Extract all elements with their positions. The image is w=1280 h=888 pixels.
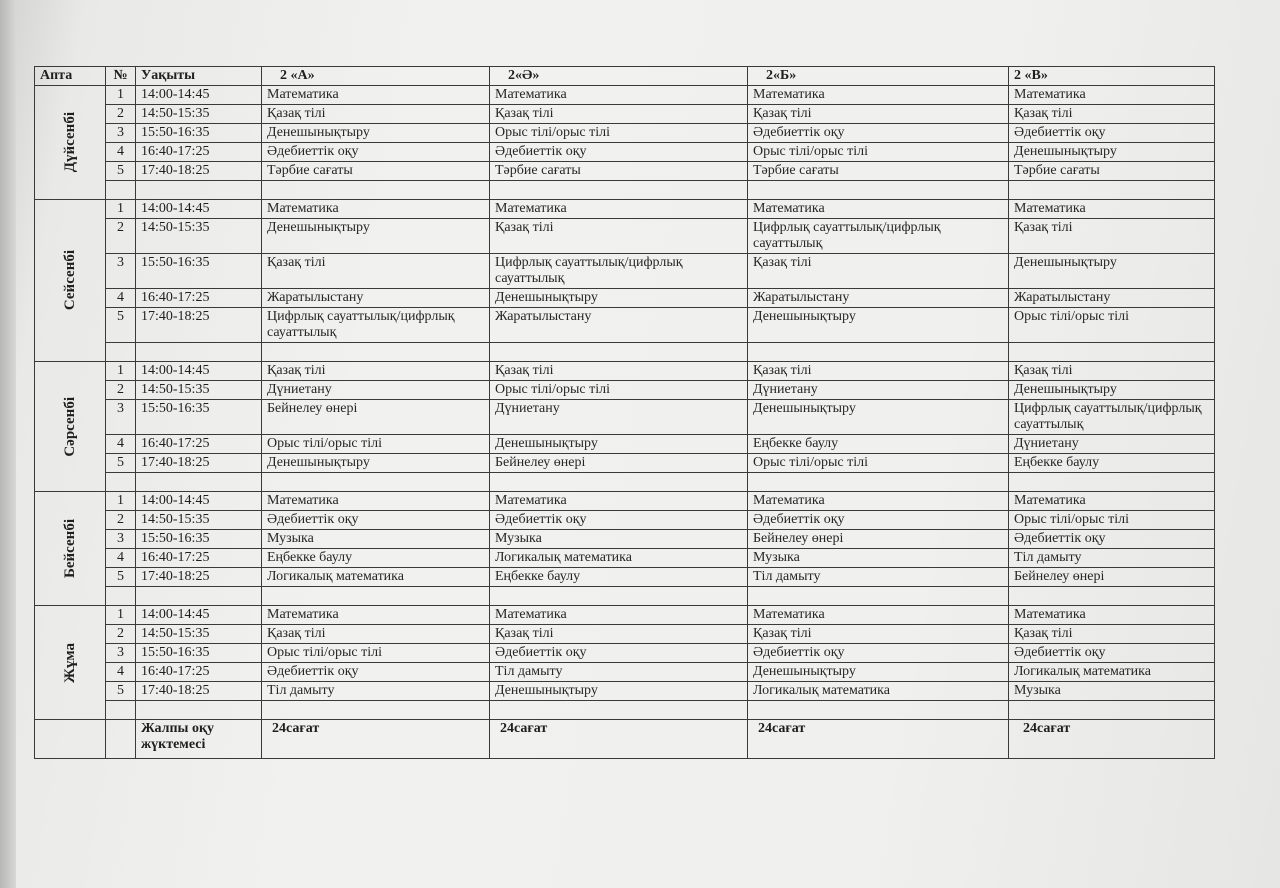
day-label: Бейсенбі: [62, 518, 78, 579]
lesson-row: [35, 663, 1215, 682]
subject-cell-2ae: Қазақ тілі: [490, 625, 748, 644]
empty-cell: [106, 473, 136, 492]
lesson-number: 1: [106, 86, 136, 105]
subject-cell-2v: Қазақ тілі: [1009, 362, 1215, 381]
empty-cell: [1009, 181, 1215, 200]
spacer-row: [35, 473, 1215, 492]
subject-cell-2b: Әдебиеттік оқу: [748, 644, 1009, 663]
lesson-number: 2: [106, 219, 136, 254]
header-row: [35, 67, 1215, 86]
subject-cell-2b: Орыс тілі/орыс тілі: [748, 454, 1009, 473]
subject-cell-2a: Математика: [262, 200, 490, 219]
subject-cell-2ae: Орыс тілі/орыс тілі: [490, 381, 748, 400]
empty-cell: [262, 701, 490, 720]
lesson-row: [35, 254, 1215, 289]
subject-cell-2v: Әдебиеттік оқу: [1009, 124, 1215, 143]
subject-cell-2ae: Дүниетану: [490, 400, 748, 435]
lesson-row: [35, 219, 1215, 254]
subject-cell-2ae: Әдебиеттік оқу: [490, 644, 748, 663]
subject-cell-2ae: Әдебиеттік оқу: [490, 511, 748, 530]
empty-cell: [106, 343, 136, 362]
lesson-number: 5: [106, 568, 136, 587]
empty-cell: [490, 473, 748, 492]
total-hours-2a: 24сағат: [262, 720, 490, 759]
header-class-2ae: 2«Ә»: [490, 67, 748, 86]
subject-cell-2a: Дүниетану: [262, 381, 490, 400]
lesson-row: [35, 682, 1215, 701]
subject-cell-2ae: Қазақ тілі: [490, 362, 748, 381]
spacer-row: [35, 587, 1215, 606]
lesson-number: 1: [106, 200, 136, 219]
spacer-row: [35, 343, 1215, 362]
subject-cell-2b: Математика: [748, 606, 1009, 625]
lesson-row: [35, 625, 1215, 644]
total-hours-2ae: 24сағат: [490, 720, 748, 759]
subject-cell-2b: Математика: [748, 86, 1009, 105]
empty-cell: [748, 181, 1009, 200]
subject-cell-2v: Цифрлық сауаттылық/цифрлық сауаттылық: [1009, 400, 1215, 435]
header-class-2v: 2 «В»: [1009, 67, 1215, 86]
subject-cell-2ae: Еңбекке баулу: [490, 568, 748, 587]
subject-cell-2b: Әдебиеттік оқу: [748, 511, 1009, 530]
lesson-number: 2: [106, 625, 136, 644]
subject-cell-2v: Қазақ тілі: [1009, 625, 1215, 644]
subject-cell-2a: Тәрбие сағаты: [262, 162, 490, 181]
lesson-row: [35, 143, 1215, 162]
day-label: Дүйсенбі: [62, 112, 78, 173]
subject-cell-2a: Қазақ тілі: [262, 362, 490, 381]
subject-cell-2ae: Денешынықтыру: [490, 289, 748, 308]
lesson-row: [35, 549, 1215, 568]
lesson-row: [35, 511, 1215, 530]
subject-cell-2a: Қазақ тілі: [262, 254, 490, 289]
lesson-number: 2: [106, 105, 136, 124]
subject-cell-2v: Логикалық математика: [1009, 663, 1215, 682]
subject-cell-2b: Бейнелеу өнері: [748, 530, 1009, 549]
lesson-number: 3: [106, 400, 136, 435]
subject-cell-2ae: Логикалық математика: [490, 549, 748, 568]
lesson-time: 16:40-17:25: [136, 289, 262, 308]
subject-cell-2v: Қазақ тілі: [1009, 105, 1215, 124]
total-hours-2v: 24сағат: [1009, 720, 1215, 759]
empty-cell: [35, 720, 106, 759]
subject-cell-2v: Әдебиеттік оқу: [1009, 644, 1215, 663]
lesson-time: 15:50-16:35: [136, 124, 262, 143]
subject-cell-2b: Дүниетану: [748, 381, 1009, 400]
lesson-time: 17:40-18:25: [136, 568, 262, 587]
subject-cell-2a: Әдебиеттік оқу: [262, 511, 490, 530]
lesson-number: 3: [106, 254, 136, 289]
subject-cell-2ae: Тәрбие сағаты: [490, 162, 748, 181]
subject-cell-2a: Қазақ тілі: [262, 625, 490, 644]
day-cell-thursday: [35, 492, 106, 606]
lesson-time: 14:50-15:35: [136, 625, 262, 644]
subject-cell-2ae: Математика: [490, 492, 748, 511]
empty-cell: [106, 701, 136, 720]
lesson-time: 14:00-14:45: [136, 606, 262, 625]
total-label: Жалпы оқу жүктемесі: [136, 720, 262, 759]
subject-cell-2ae: Бейнелеу өнері: [490, 454, 748, 473]
schedule-body: [35, 86, 1215, 759]
empty-cell: [490, 343, 748, 362]
day-label: Сәрсенбі: [62, 396, 78, 457]
empty-cell: [748, 701, 1009, 720]
empty-cell: [490, 587, 748, 606]
header-week: Апта: [35, 67, 106, 86]
lesson-row: [35, 124, 1215, 143]
subject-cell-2ae: Музыка: [490, 530, 748, 549]
subject-cell-2ae: Математика: [490, 86, 748, 105]
subject-cell-2v: Тәрбие сағаты: [1009, 162, 1215, 181]
lesson-row: [35, 289, 1215, 308]
subject-cell-2v: Орыс тілі/орыс тілі: [1009, 308, 1215, 343]
lesson-time: 15:50-16:35: [136, 644, 262, 663]
lesson-time: 15:50-16:35: [136, 254, 262, 289]
lesson-row: [35, 492, 1215, 511]
subject-cell-2b: Жаратылыстану: [748, 289, 1009, 308]
lesson-number: 1: [106, 606, 136, 625]
lesson-time: 17:40-18:25: [136, 682, 262, 701]
subject-cell-2a: Математика: [262, 86, 490, 105]
lesson-number: 4: [106, 289, 136, 308]
subject-cell-2b: Музыка: [748, 549, 1009, 568]
subject-cell-2v: Математика: [1009, 200, 1215, 219]
subject-cell-2ae: Қазақ тілі: [490, 105, 748, 124]
lesson-time: 15:50-16:35: [136, 530, 262, 549]
day-cell-wednesday: [35, 362, 106, 492]
subject-cell-2a: Жаратылыстану: [262, 289, 490, 308]
header-time: Уақыты: [136, 67, 262, 86]
lesson-number: 1: [106, 492, 136, 511]
schedule-table: [34, 66, 1215, 759]
empty-cell: [136, 587, 262, 606]
subject-cell-2v: Денешынықтыру: [1009, 143, 1215, 162]
empty-cell: [136, 473, 262, 492]
header-number: №: [106, 67, 136, 86]
subject-cell-2ae: Тіл дамыту: [490, 663, 748, 682]
lesson-number: 5: [106, 308, 136, 343]
subject-cell-2v: Бейнелеу өнері: [1009, 568, 1215, 587]
subject-cell-2v: Математика: [1009, 606, 1215, 625]
subject-cell-2v: Денешынықтыру: [1009, 381, 1215, 400]
subject-cell-2b: Орыс тілі/орыс тілі: [748, 143, 1009, 162]
day-label: Сейсенбі: [62, 250, 78, 311]
lesson-number: 4: [106, 435, 136, 454]
subject-cell-2b: Қазақ тілі: [748, 254, 1009, 289]
spacer-row: [35, 181, 1215, 200]
lesson-number: 5: [106, 454, 136, 473]
empty-cell: [1009, 343, 1215, 362]
subject-cell-2a: Денешынықтыру: [262, 454, 490, 473]
lesson-number: 5: [106, 162, 136, 181]
subject-cell-2a: Орыс тілі/орыс тілі: [262, 435, 490, 454]
lesson-number: 2: [106, 381, 136, 400]
subject-cell-2v: Математика: [1009, 86, 1215, 105]
day-label: Жұма: [62, 642, 78, 683]
lesson-number: 3: [106, 124, 136, 143]
header-class-2a: 2 «А»: [262, 67, 490, 86]
total-hours-2b: 24сағат: [748, 720, 1009, 759]
lesson-time: 14:00-14:45: [136, 86, 262, 105]
subject-cell-2b: Денешынықтыру: [748, 663, 1009, 682]
subject-cell-2b: Денешынықтыру: [748, 400, 1009, 435]
lesson-row: [35, 381, 1215, 400]
empty-cell: [748, 587, 1009, 606]
empty-cell: [136, 701, 262, 720]
subject-cell-2a: Орыс тілі/орыс тілі: [262, 644, 490, 663]
subject-cell-2ae: Орыс тілі/орыс тілі: [490, 124, 748, 143]
lesson-time: 17:40-18:25: [136, 308, 262, 343]
lesson-time: 14:50-15:35: [136, 511, 262, 530]
subject-cell-2b: Логикалық математика: [748, 682, 1009, 701]
subject-cell-2b: Әдебиеттік оқу: [748, 124, 1009, 143]
lesson-time: 14:00-14:45: [136, 200, 262, 219]
subject-cell-2v: Денешынықтыру: [1009, 254, 1215, 289]
subject-cell-2b: Тіл дамыту: [748, 568, 1009, 587]
subject-cell-2v: Жаратылыстану: [1009, 289, 1215, 308]
subject-cell-2v: Әдебиеттік оқу: [1009, 530, 1215, 549]
empty-cell: [262, 587, 490, 606]
subject-cell-2v: Еңбекке баулу: [1009, 454, 1215, 473]
lesson-time: 16:40-17:25: [136, 143, 262, 162]
lesson-row: [35, 308, 1215, 343]
subject-cell-2a: Математика: [262, 492, 490, 511]
subject-cell-2a: Тіл дамыту: [262, 682, 490, 701]
subject-cell-2b: Қазақ тілі: [748, 105, 1009, 124]
lesson-row: [35, 454, 1215, 473]
lesson-number: 3: [106, 644, 136, 663]
empty-cell: [136, 343, 262, 362]
paper-edge: [0, 0, 16, 888]
subject-cell-2b: Цифрлық сауаттылық/цифрлық сауаттылық: [748, 219, 1009, 254]
lesson-number: 2: [106, 511, 136, 530]
lesson-time: 17:40-18:25: [136, 454, 262, 473]
lesson-row: [35, 435, 1215, 454]
lesson-row: [35, 362, 1215, 381]
subject-cell-2b: Қазақ тілі: [748, 362, 1009, 381]
subject-cell-2a: Цифрлық сауаттылық/цифрлық сауаттылық: [262, 308, 490, 343]
lesson-row: [35, 644, 1215, 663]
lesson-time: 14:00-14:45: [136, 362, 262, 381]
lesson-row: [35, 200, 1215, 219]
subject-cell-2v: Дүниетану: [1009, 435, 1215, 454]
subject-cell-2v: Тіл дамыту: [1009, 549, 1215, 568]
lesson-number: 3: [106, 530, 136, 549]
empty-cell: [1009, 473, 1215, 492]
subject-cell-2v: Музыка: [1009, 682, 1215, 701]
lesson-time: 16:40-17:25: [136, 549, 262, 568]
subject-cell-2a: Музыка: [262, 530, 490, 549]
day-cell-tuesday: [35, 200, 106, 362]
subject-cell-2a: Логикалық математика: [262, 568, 490, 587]
subject-cell-2ae: Қазақ тілі: [490, 219, 748, 254]
subject-cell-2a: Денешынықтыру: [262, 219, 490, 254]
header-class-2b: 2«Б»: [748, 67, 1009, 86]
empty-cell: [490, 701, 748, 720]
subject-cell-2b: Тәрбие сағаты: [748, 162, 1009, 181]
subject-cell-2b: Денешынықтыру: [748, 308, 1009, 343]
subject-cell-2a: Әдебиеттік оқу: [262, 663, 490, 682]
empty-cell: [1009, 701, 1215, 720]
subject-cell-2b: Математика: [748, 492, 1009, 511]
subject-cell-2ae: Математика: [490, 606, 748, 625]
subject-cell-2a: Еңбекке баулу: [262, 549, 490, 568]
lesson-row: [35, 105, 1215, 124]
empty-cell: [106, 587, 136, 606]
subject-cell-2ae: Математика: [490, 200, 748, 219]
empty-cell: [106, 720, 136, 759]
lesson-row: [35, 530, 1215, 549]
subject-cell-2a: Денешынықтыру: [262, 124, 490, 143]
subject-cell-2ae: Жаратылыстану: [490, 308, 748, 343]
lesson-number: 5: [106, 682, 136, 701]
subject-cell-2ae: Денешынықтыру: [490, 435, 748, 454]
lesson-row: [35, 86, 1215, 105]
subject-cell-2b: Математика: [748, 200, 1009, 219]
subject-cell-2a: Қазақ тілі: [262, 105, 490, 124]
day-cell-monday: [35, 86, 106, 200]
subject-cell-2a: Бейнелеу өнері: [262, 400, 490, 435]
lesson-row: [35, 568, 1215, 587]
lesson-time: 14:50-15:35: [136, 381, 262, 400]
lesson-number: 4: [106, 549, 136, 568]
subject-cell-2v: Орыс тілі/орыс тілі: [1009, 511, 1215, 530]
lesson-time: 15:50-16:35: [136, 400, 262, 435]
lesson-number: 1: [106, 362, 136, 381]
lesson-time: 16:40-17:25: [136, 435, 262, 454]
lesson-time: 17:40-18:25: [136, 162, 262, 181]
empty-cell: [262, 343, 490, 362]
lesson-number: 4: [106, 663, 136, 682]
empty-cell: [262, 181, 490, 200]
empty-cell: [490, 181, 748, 200]
day-cell-friday: [35, 606, 106, 720]
empty-cell: [106, 181, 136, 200]
subject-cell-2ae: Цифрлық сауаттылық/цифрлық сауаттылық: [490, 254, 748, 289]
lesson-number: 4: [106, 143, 136, 162]
subject-cell-2a: Әдебиеттік оқу: [262, 143, 490, 162]
total-row: [35, 720, 1215, 759]
spacer-row: [35, 701, 1215, 720]
empty-cell: [1009, 587, 1215, 606]
empty-cell: [136, 181, 262, 200]
subject-cell-2v: Математика: [1009, 492, 1215, 511]
lesson-time: 14:50-15:35: [136, 219, 262, 254]
subject-cell-2ae: Әдебиеттік оқу: [490, 143, 748, 162]
subject-cell-2b: Қазақ тілі: [748, 625, 1009, 644]
empty-cell: [748, 473, 1009, 492]
lesson-time: 14:50-15:35: [136, 105, 262, 124]
lesson-time: 14:00-14:45: [136, 492, 262, 511]
lesson-row: [35, 606, 1215, 625]
empty-cell: [262, 473, 490, 492]
lesson-row: [35, 162, 1215, 181]
empty-cell: [748, 343, 1009, 362]
lesson-time: 16:40-17:25: [136, 663, 262, 682]
subject-cell-2ae: Денешынықтыру: [490, 682, 748, 701]
subject-cell-2b: Еңбекке баулу: [748, 435, 1009, 454]
subject-cell-2v: Қазақ тілі: [1009, 219, 1215, 254]
subject-cell-2a: Математика: [262, 606, 490, 625]
lesson-row: [35, 400, 1215, 435]
